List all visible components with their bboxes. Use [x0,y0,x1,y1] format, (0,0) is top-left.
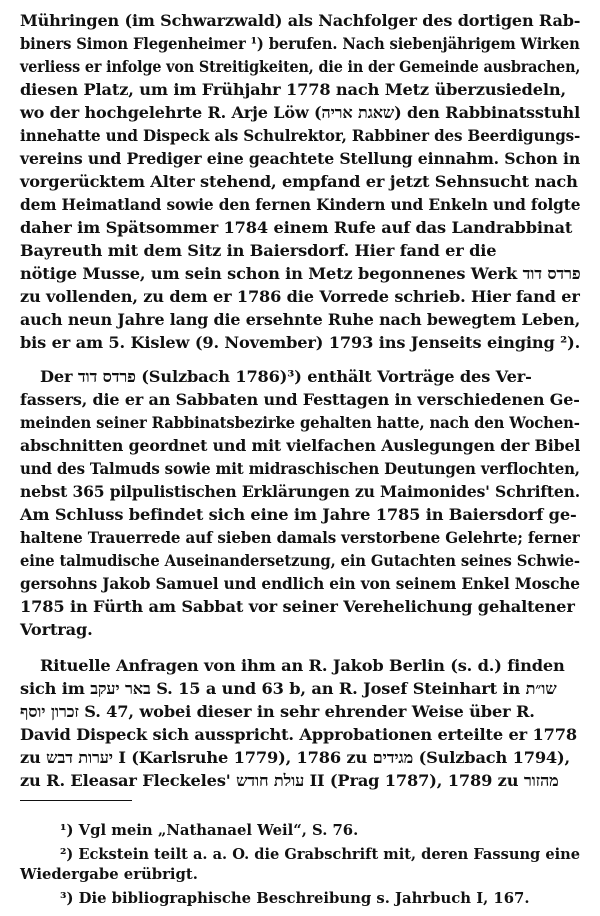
body-line: und des Talmuds sowie mit midraschischen Deutungen verflochten, [20,459,580,478]
footnote-divider [20,800,132,801]
body-line: bis er am 5. Kislew (9. November) 1793 ins Jenseits einging ²). [20,333,581,352]
footnote: ³) Die bibliographische Beschreibung s. Jahrbuch I, 167. [60,890,530,907]
body-line: fassers, die er an Sabbaten und Festtagen in verschiedenen Ge- [20,390,580,409]
footnote: ¹) Vgl mein „Nathanael Weil“, S. 76. [60,822,359,839]
body-line: gersohns Jakob Samuel und endlich ein von seinem Enkel Mosche [20,574,580,593]
body-line: Mühringen (im Schwarzwald) als Nachfolger des dortigen Rab- [20,11,581,30]
body-line: daher im Spätsommer 1784 einem Rufe auf das Landrabbinat [20,218,573,237]
body-line: zu R. Eleasar Fleckeles' עולת חודש II (Prag 1787), 1789 zu מהזור [20,771,559,790]
body-line: auch neun Jahre lang die ersehnte Ruhe nach bewegtem Leben, [20,310,581,329]
body-line: vorgerücktem Alter stehend, empfand er jetzt Sehnsucht nach [20,172,578,191]
body-line: nötige Musse, um sein schon in Metz begonnenes Werk פרדס דוד [20,264,581,283]
body-line: Der פרדס דוד (Sulzbach 1786)³) enthält Vorträge des Ver- [40,367,532,386]
body-line: David Dispeck sich ausspricht. Approbationen erteilte er 1778 [20,725,577,744]
body-line: sich im באר יעקב S. 15 a und 63 b, an R. Josef Steinhart in שו״ת [20,679,557,698]
body-line: innehatte und Dispeck als Schulrektor, Rabbiner des Beerdigungs- [20,126,581,145]
body-line: nebst 365 pilpulistischen Erklärungen zu Maimonides' Schriften. [20,482,581,501]
body-line: wo der hochgelehrte R. Arje Löw (שאגת אריה) den Rabbinatsstuhl [20,103,581,122]
body-line: Rituelle Anfragen von ihm an R. Jakob Berlin (s. d.) finden [40,656,565,675]
body-line: haltene Trauerrede auf sieben damals verstorbene Gelehrte; ferner [20,528,580,547]
body-line: zu יערות דבש I (Karlsruhe 1779), 1786 zu מגידים (Sulzbach 1794), [20,748,571,767]
body-line: Bayreuth mit dem Sitz in Baiersdorf. Hier fand er die [20,241,497,260]
body-line: זכרון יוסף S. 47, wobei dieser in sehr ehrender Weise über R. [20,702,535,721]
footnote: ²) Eckstein teilt a. a. O. die Grabschrift mit, deren Fassung eine [60,846,581,863]
body-line: Vortrag. [20,620,93,639]
body-line: verliess er infolge von Streitigkeiten, die in der Gemeinde ausbrachen, [20,57,581,76]
footnote-continuation: Wiedergabe erübrigt. [20,866,198,883]
body-line: dem Heimatland sowie den fernen Kindern und Enkeln und folgte [20,195,581,214]
body-line: biners Simon Flegenheimer ¹) berufen. Nach siebenjährigem Wirken [20,34,580,53]
body-line: Am Schluss befindet sich eine im Jahre 1785 in Baiersdorf ge- [20,505,577,524]
body-line: 1785 in Fürth am Sabbat vor seiner Verehelichung gehaltener [20,597,575,616]
body-line: diesen Platz, um im Frühjahr 1778 nach Metz überzusiedeln, [20,80,566,99]
body-line: meinden seiner Rabbinatsbezirke gehalten hatte, nach den Wochen- [20,413,580,432]
body-line: vereins und Prediger eine geachtete Stellung einnahm. Schon in [20,149,581,168]
body-line: eine talmudische Auseinandersetzung, ein Gutachten seines Schwie- [20,551,580,570]
body-line: zu vollenden, zu dem er 1786 die Vorrede schrieb. Hier fand er [20,287,580,306]
body-line: abschnitten geordnet und mit vielfachen Auslegungen der Bibel [20,436,581,455]
